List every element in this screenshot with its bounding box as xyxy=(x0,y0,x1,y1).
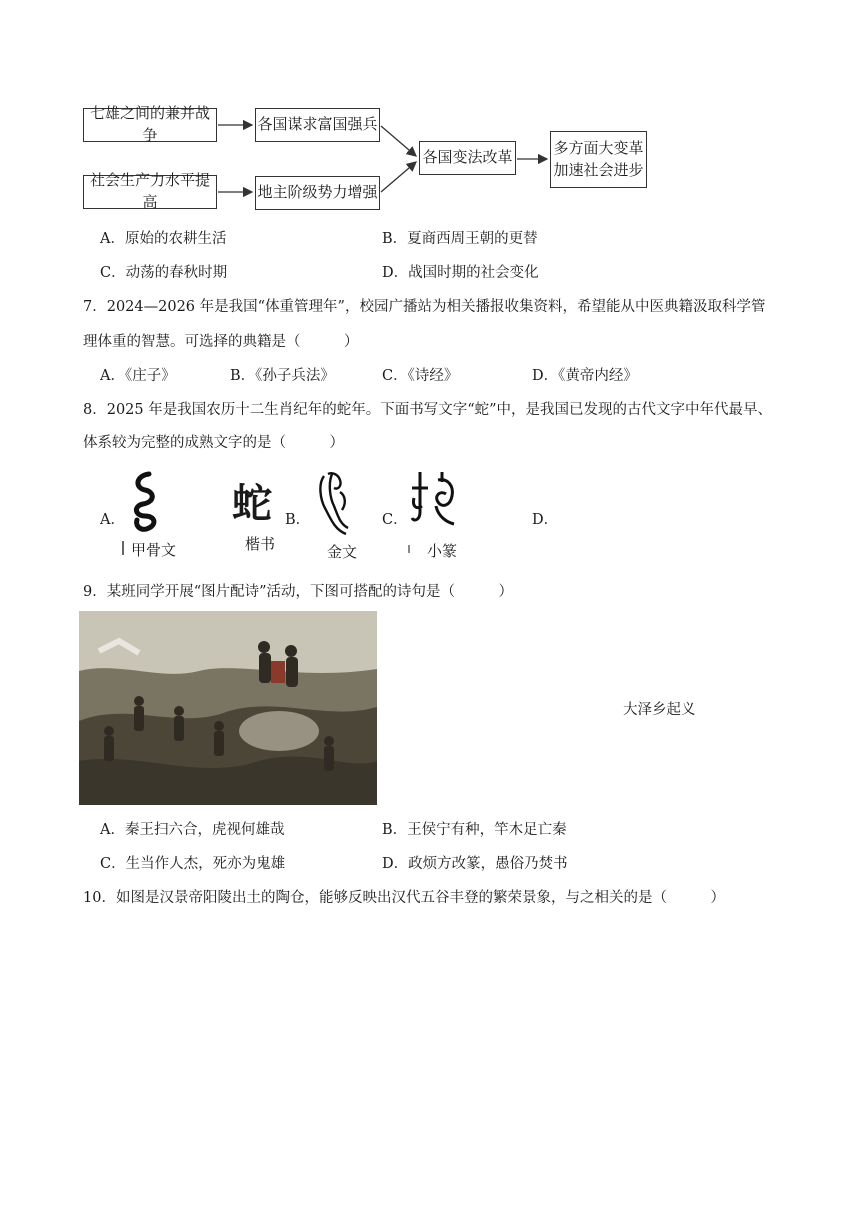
separator-mark xyxy=(408,545,410,553)
q8-option-a[interactable]: A． xyxy=(100,512,125,528)
q10-stem: 10．如图是汉景帝阳陵出土的陶仓，能够反映出汉代五谷丰登的繁荣景象，与之相关的是（ ） xyxy=(83,890,725,906)
kaishu-label: 楷书 xyxy=(245,535,276,553)
diagram-box-landlord: 地主阶级势力增强 xyxy=(255,176,380,210)
diagram-box-progress-line2: 加速社会进步 xyxy=(553,160,644,179)
jinwen-label: 金文 xyxy=(327,543,358,561)
q7-option-b[interactable]: B．《孙子兵法》 xyxy=(230,368,335,384)
q7-stem-line2: 理体重的智慧。可选择的典籍是（ ） xyxy=(83,334,359,350)
xiaozhuan-label: 小篆 xyxy=(427,542,458,560)
diagram-box-productivity: 社会生产力水平提高 xyxy=(83,175,217,209)
diagram-box-reform: 各国变法改革 xyxy=(419,141,516,175)
q7-option-d[interactable]: D．《黄帝内经》 xyxy=(532,368,638,384)
q8-stem-line2: 体系较为完整的成熟文字的是（ ） xyxy=(83,435,344,451)
diagram-box-progress-line1: 多方面大变革 xyxy=(553,138,644,157)
oracle-bone-snake-glyph xyxy=(127,470,163,532)
q9-option-a[interactable]: A．秦王扫六合，虎视何雄哉 xyxy=(100,822,285,838)
diagram-arrows xyxy=(0,0,868,260)
q8-option-d[interactable]: D． xyxy=(532,512,559,528)
q9-stem: 9．某班同学开展“图片配诗”活动，下图可搭配的诗句是（ ） xyxy=(83,584,514,600)
left-bracket-mark xyxy=(122,541,124,555)
q6-option-c[interactable]: C．动荡的春秋时期 xyxy=(100,265,228,281)
painting-caption: 大泽乡起义 xyxy=(623,702,696,718)
q6-option-b[interactable]: B．夏商西周王朝的更替 xyxy=(382,231,538,247)
small-seal-snake-glyph xyxy=(408,470,458,530)
q7-option-a[interactable]: A．《庄子》 xyxy=(100,368,176,384)
jiaguwen-label: 甲骨文 xyxy=(131,541,177,559)
bronze-snake-glyph xyxy=(314,470,354,540)
diagram-box-wars: 七雄之间的兼并战争 xyxy=(83,108,217,142)
kaishu-snake-glyph: 蛇 xyxy=(232,481,272,527)
q9-option-c[interactable]: C．生当作人杰，死亦为鬼雄 xyxy=(100,856,286,872)
q8-option-c[interactable]: C． xyxy=(382,512,408,528)
q9-option-b[interactable]: B．王侯宁有种，竿木足亡秦 xyxy=(382,822,567,838)
q7-option-c[interactable]: C．《诗经》 xyxy=(382,368,459,384)
diagram-box-strengthen: 各国谋求富国强兵 xyxy=(255,108,380,142)
q8-stem-line1: 8．2025 年是我国农历十二生肖纪年的蛇年。下面书写文字“蛇”中，是我国已发现的古代文字中年代最早、 xyxy=(83,402,773,418)
q6-option-a[interactable]: A．原始的农耕生活 xyxy=(100,231,227,247)
q9-option-d[interactable]: D．政烦方改篆，愚俗乃焚书 xyxy=(382,856,568,872)
q7-stem-line1: 7．2024—2026 年是我国“体重管理年”，校园广播站为相关播报收集资料，希望能从中医典籍汲取科学管 xyxy=(83,299,766,315)
q6-option-d[interactable]: D．战国时期的社会变化 xyxy=(382,265,539,281)
dazexiang-uprising-painting xyxy=(79,611,377,805)
q8-option-b[interactable]: B． xyxy=(285,512,311,528)
painting-scene xyxy=(79,611,377,805)
